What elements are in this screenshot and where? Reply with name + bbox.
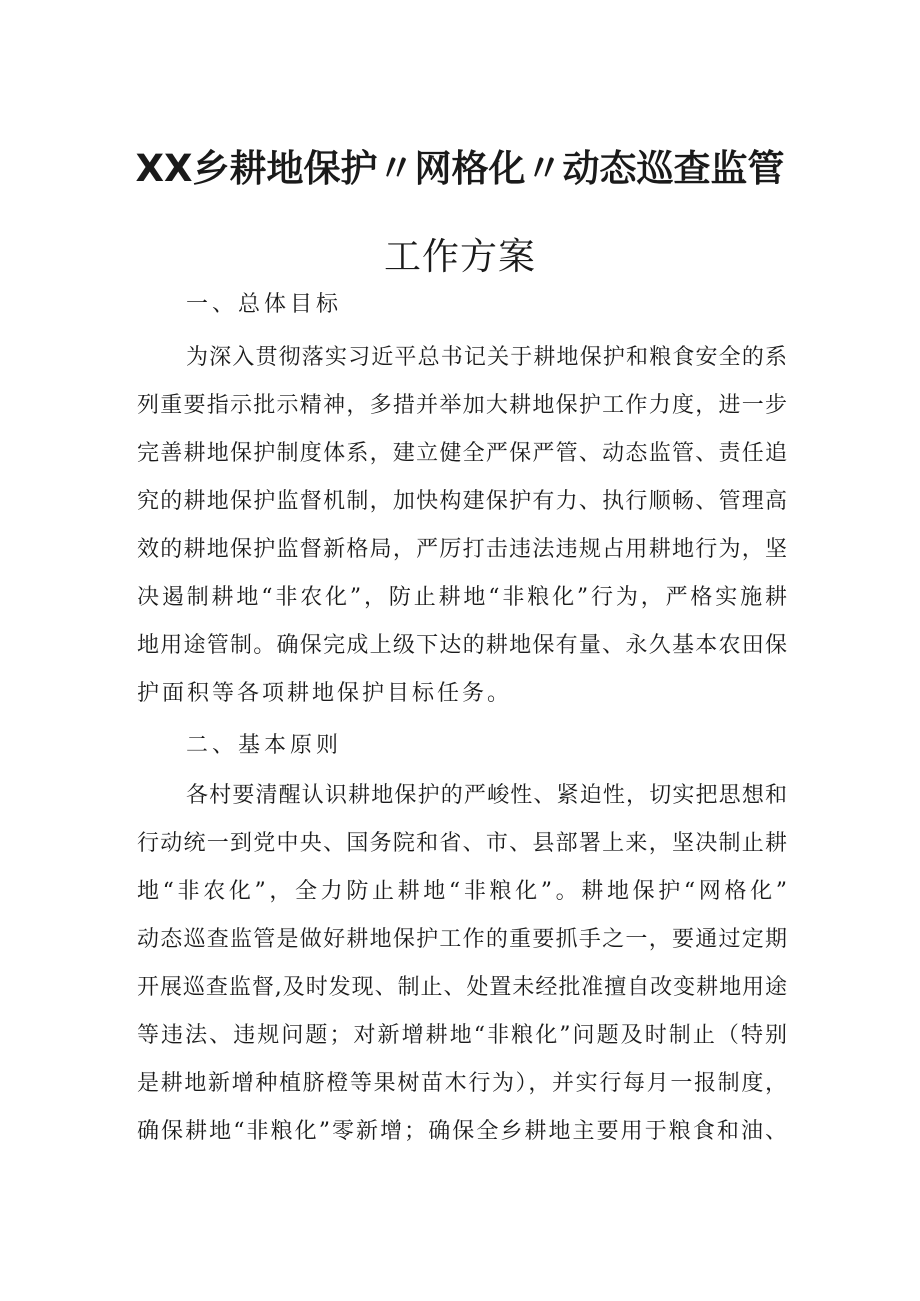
paragraph-line: 是耕地新增种植脐橙等果树苗木行为），并实行每月一报制度， xyxy=(137,1071,787,1096)
paragraph-line: 护面积等各项耕地保护目标任务。 xyxy=(137,681,513,706)
paragraph-line: 地用途管制。确保完成上级下达的耕地保有量、永久基本农田保 xyxy=(137,633,787,658)
paragraph-line: 地“非农化”，全力防止耕地“非粮化”。耕地保护“网格化” xyxy=(137,879,787,904)
paragraph-line: 完善耕地保护制度体系，建立健全严保严管、动态监管、责任追 xyxy=(137,441,787,466)
paragraph-line: 行动统一到党中央、国务院和省、市、县部署上来，坚决制止耕 xyxy=(137,831,787,856)
paragraph-line: 各村要清醒认识耕地保护的严峻性、紧迫性，切实把思想和 xyxy=(186,783,787,808)
section-heading-overall-goal: 一、总体目标 xyxy=(186,292,343,317)
paragraph-line: 动态巡查监管是做好耕地保护工作的重要抓手之一，要通过定期 xyxy=(137,927,787,952)
paragraph-line: 为深入贯彻落实习近平总书记关于耕地保护和粮食安全的系 xyxy=(186,345,787,370)
paragraph-line: 究的耕地保护监督机制，加快构建保护有力、执行顺畅、管理高 xyxy=(137,489,787,514)
paragraph-line: 列重要指示批示精神，多措并举加大耕地保护工作力度，进一步 xyxy=(137,393,787,418)
paragraph-line: 等违法、违规问题；对新增耕地“非粮化”问题及时制止（特别 xyxy=(137,1023,787,1048)
document-title-line-1: XX乡耕地保护〃网格化〃动态巡查监管 xyxy=(135,147,785,190)
paragraph-line: 开展巡查监督,及时发现、制止、处置未经批准擅自改变耕地用途 xyxy=(137,975,787,1000)
paragraph-line: 效的耕地保护监督新格局，严厉打击违法违规占用耕地行为，坚 xyxy=(137,537,787,562)
section-heading-basic-principles: 二、基本原则 xyxy=(186,733,343,758)
paragraph-line: 决遏制耕地“非农化”，防止耕地“非粮化”行为，严格实施耕 xyxy=(137,585,787,610)
document-title-line-2: 工作方案 xyxy=(384,235,536,278)
paragraph-line: 确保耕地“非粮化”零新增；确保全乡耕地主要用于粮食和油、 xyxy=(137,1119,787,1144)
